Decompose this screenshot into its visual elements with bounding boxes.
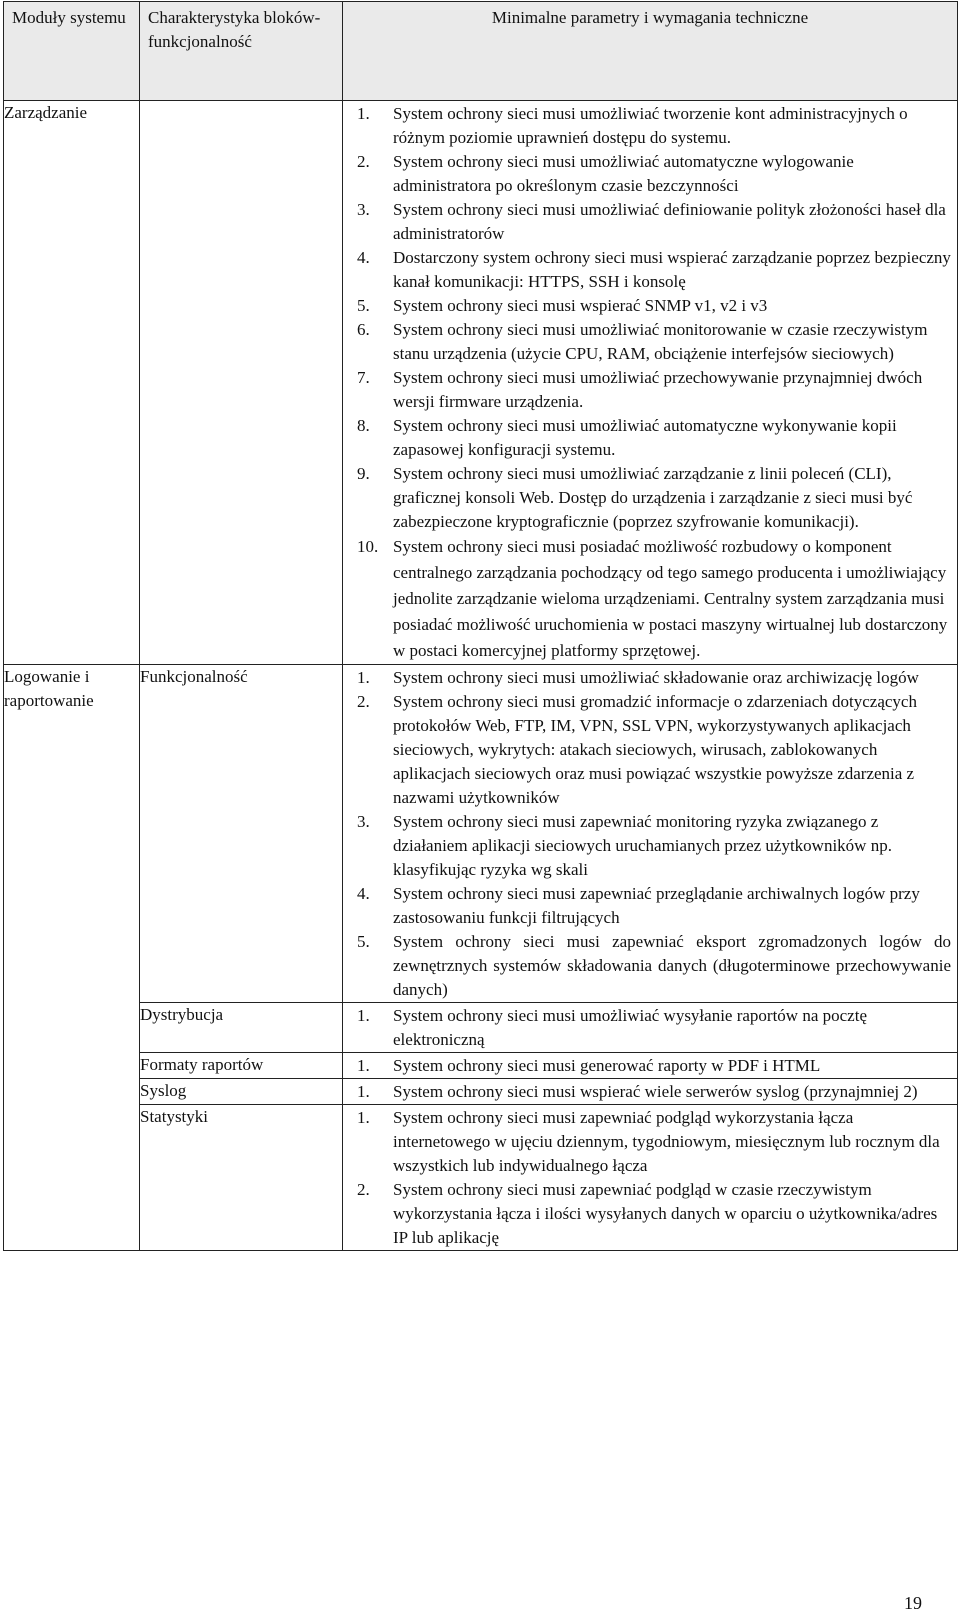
- list-item: [343, 366, 951, 414]
- requirements-table: [3, 1, 958, 1251]
- list-item: [343, 1004, 951, 1052]
- list-item: [343, 150, 951, 198]
- block-formaty: Formaty raportów: [140, 1053, 343, 1079]
- item-number: 6.: [357, 320, 370, 339]
- item-text: System ochrony sieci musi gromadzić informacje o zdarzeniach dotyczących protokołów Web, FTP, IM, VPN, SSL VPN, wykorzystywanych aplikacjach sieciowych, wykrytych: atakach sieciowych, wirusach, zablokowanych aplikacjach sieciowych oraz musi powiązać wszystkie powyższe zdarzenia z nazwami użytkowników: [393, 692, 917, 807]
- list-item: [343, 534, 951, 664]
- requirements-cell: [343, 665, 958, 1003]
- item-number: 1.: [357, 1056, 370, 1075]
- item-number: 7.: [357, 368, 370, 387]
- requirements-list: [343, 1079, 957, 1104]
- requirements-list: [343, 1053, 957, 1078]
- header-modules: Moduły systemu: [4, 2, 140, 101]
- item-text: System ochrony sieci musi umożliwiać zarządzanie z linii poleceń (CLI), graficznej konsoli Web. Dostęp do urządzenia i zarządzanie z sieci musi być zabezpieczone kryptograficznie (poprzez szyfrowanie komunikacji).: [393, 464, 913, 531]
- list-item: [343, 246, 951, 294]
- item-number: 3.: [357, 200, 370, 219]
- list-item: [343, 1106, 951, 1178]
- item-text: System ochrony sieci musi wspierać SNMP v1, v2 i v3: [393, 296, 768, 315]
- requirements-cell: [343, 1079, 958, 1105]
- item-number: 1.: [357, 1082, 370, 1101]
- item-number: 1.: [357, 1108, 370, 1127]
- list-item: [343, 690, 951, 810]
- item-text: System ochrony sieci musi umożliwiać definiowanie polityk złożoności haseł dla administratorów: [393, 200, 946, 243]
- item-text: System ochrony sieci musi posiadać możliwość rozbudowy o komponent centralnego zarządzania pochodzący od tego samego producenta i umożliwiający jednolite zarządzanie wieloma urządzeniami. Centralny system zarządzania musi posiadać możliwość uruchomienia w postaci maszyny wirtualnej lub dostarczony w postaci komercyjnej platformy sprzętowej.: [393, 537, 948, 660]
- item-text: System ochrony sieci musi zapewniać podgląd w czasie rzeczywistym wykorzystania łącza i ilości wysyłanych danych w oparciu o użytkownika/adres IP lub aplikację: [393, 1180, 938, 1247]
- block-syslog: Syslog: [140, 1079, 343, 1105]
- item-text: System ochrony sieci musi umożliwiać wysyłanie raportów na pocztę elektroniczną: [393, 1006, 867, 1049]
- requirements-list: [343, 1003, 957, 1052]
- list-item: [343, 318, 951, 366]
- table-row: [4, 1053, 958, 1079]
- item-number: 9.: [357, 464, 370, 483]
- item-text: System ochrony sieci musi zapewniać eksport zgromadzonych logów do zewnętrznych systemów składowania danych (długoterminowe przechowywanie danych): [393, 932, 951, 999]
- list-item: [343, 1080, 951, 1104]
- item-number: 1.: [357, 1006, 370, 1025]
- table-row: [4, 101, 958, 665]
- item-text: System ochrony sieci musi umożliwiać tworzenie kont administracyjnych o różnym poziomie uprawnień dostępu do systemu.: [393, 104, 908, 147]
- item-number: 2.: [357, 692, 370, 711]
- requirements-cell: [343, 1003, 958, 1053]
- item-number: 2.: [357, 152, 370, 171]
- item-number: 5.: [357, 932, 370, 951]
- list-item: [343, 294, 951, 318]
- list-item: [343, 1054, 951, 1078]
- header-requirements: Minimalne parametry i wymagania techniczne: [343, 2, 958, 101]
- item-text: System ochrony sieci musi umożliwiać składowanie oraz archiwizację logów: [393, 668, 919, 687]
- item-number: 1.: [357, 668, 370, 687]
- module-logowanie: Logowanie i raportowanie: [4, 665, 140, 1251]
- list-item: [343, 930, 951, 1002]
- list-item: [343, 414, 951, 462]
- item-text: Dostarczony system ochrony sieci musi wspierać zarządzanie poprzez bezpieczny kanał komunikacji: HTTPS, SSH i konsolę: [393, 248, 951, 291]
- list-item: [343, 102, 951, 150]
- item-text: System ochrony sieci musi zapewniać podgląd wykorzystania łącza internetowego w ujęciu dziennym, tygodniowym, miesięcznym lub rocznym dla wszystkich lub indywidualnego łącza: [393, 1108, 940, 1175]
- requirements-cell: [343, 1053, 958, 1079]
- requirements-cell: [343, 101, 958, 665]
- item-text: System ochrony sieci musi umożliwiać automatyczne wylogowanie administratora po określonym czasie bezczynności: [393, 152, 854, 195]
- item-number: 2.: [357, 1180, 370, 1199]
- block-funkcjonalnosc: Funkcjonalność: [140, 665, 343, 1003]
- item-number: 4.: [357, 248, 370, 267]
- table-header-row: [4, 2, 958, 101]
- table-row: [4, 1105, 958, 1251]
- module-zarzadzanie: Zarządzanie: [4, 101, 140, 665]
- item-text: System ochrony sieci musi zapewniać przeglądanie archiwalnych logów przy zastosowaniu funkcji filtrujących: [393, 884, 920, 927]
- list-item: [343, 882, 951, 930]
- list-item: [343, 1178, 951, 1250]
- item-number: 3.: [357, 812, 370, 831]
- requirements-list: [343, 101, 957, 664]
- item-text: System ochrony sieci musi zapewniać monitoring ryzyka związanego z działaniem aplikacji sieciowych uruchamianych przez użytkowników np. klasyfikując ryzyka wg skali: [393, 812, 892, 879]
- block-dystrybucja: Dystrybucja: [140, 1003, 343, 1053]
- item-number: 5.: [357, 296, 370, 315]
- table-row: [4, 1003, 958, 1053]
- item-text: System ochrony sieci musi umożliwiać monitorowanie w czasie rzeczywistym stanu urządzenia (użycie CPU, RAM, obciążenie interfejsów sieciowych): [393, 320, 928, 363]
- table-row: [4, 665, 958, 1003]
- header-characteristics: Charakterystyka bloków-funkcjonalność: [140, 2, 343, 101]
- requirements-list: [343, 665, 957, 1002]
- list-item: [343, 666, 951, 690]
- page-number: 19: [904, 1593, 922, 1613]
- item-text: System ochrony sieci musi umożliwiać automatyczne wykonywanie kopii zapasowej konfiguracji systemu.: [393, 416, 897, 459]
- requirements-list: [343, 1105, 957, 1250]
- requirements-cell: [343, 1105, 958, 1251]
- item-text: System ochrony sieci musi generować raporty w PDF i HTML: [393, 1056, 821, 1075]
- list-item: [343, 198, 951, 246]
- item-number: 10.: [357, 537, 379, 556]
- list-item: [343, 462, 951, 534]
- item-number: 1.: [357, 104, 370, 123]
- item-number: 8.: [357, 416, 370, 435]
- item-number: 4.: [357, 884, 370, 903]
- item-text: System ochrony sieci musi wspierać wiele serwerów syslog (przynajmniej 2): [393, 1082, 918, 1101]
- block-statystyki: Statystyki: [140, 1105, 343, 1251]
- list-item: [343, 810, 951, 882]
- block-empty: [140, 101, 343, 665]
- table-row: [4, 1079, 958, 1105]
- item-text: System ochrony sieci musi umożliwiać przechowywanie przynajmniej dwóch wersji firmware urządzenia.: [393, 368, 923, 411]
